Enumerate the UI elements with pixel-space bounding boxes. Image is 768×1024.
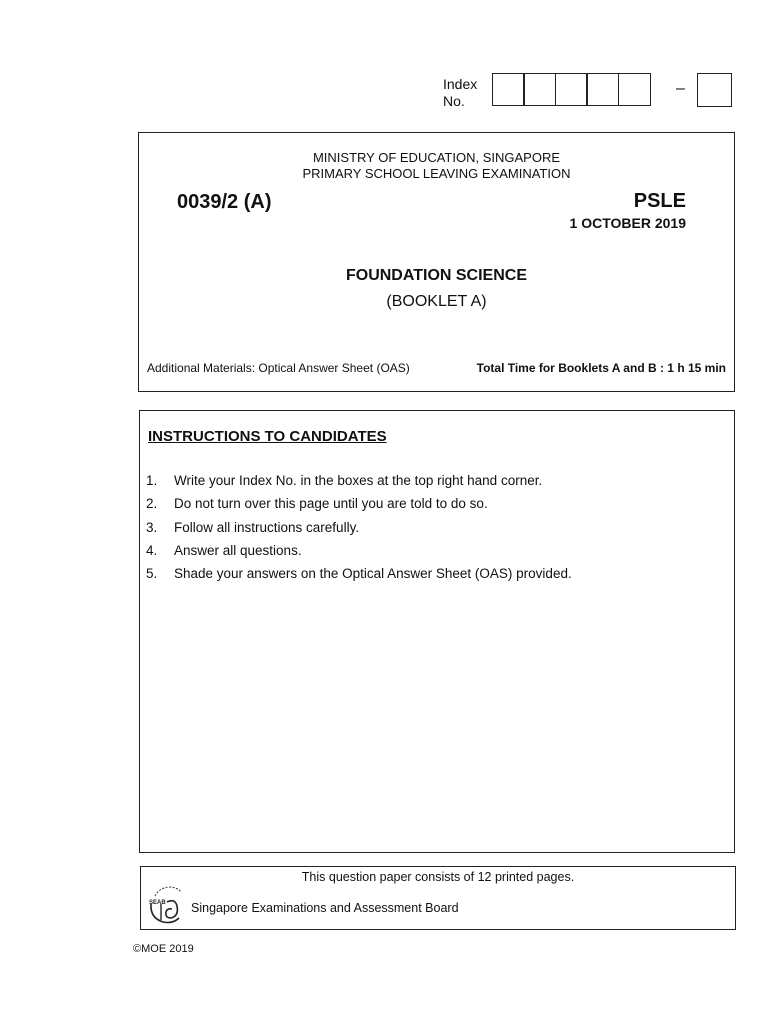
index-number-boxes[interactable] [493,73,651,106]
footer-panel [140,866,736,930]
instruction-number: 5. [146,566,158,582]
index-check-box[interactable] [697,73,732,107]
index-digit-box[interactable] [492,73,525,106]
seab-logo-text: SEAB [149,900,166,906]
index-label-line1: Index [443,76,478,92]
instruction-text: Answer all questions. [174,543,302,559]
board-name: Singapore Examinations and Assessment Board [191,901,459,915]
page-count-note: This question paper consists of 12 printed pages. [301,870,575,884]
instruction-text: Follow all instructions carefully. [174,519,360,535]
instruction-number: 2. [146,496,158,512]
instruction-number: 1. [146,473,158,489]
index-dash: – [676,80,685,97]
header-panel [138,132,735,392]
instruction-number: 4. [146,543,158,559]
index-label-line2: No. [443,93,465,109]
instruction-text: Write your Index No. in the boxes at the top right hand corner. [174,473,543,489]
booklet-label: (BOOKLET A) [386,293,487,310]
instruction-item [146,539,706,562]
index-digit-box[interactable] [523,73,556,106]
copyright: ©MOE 2019 [133,943,194,955]
instruction-text: Do not turn over this page until you are told to do so. [174,496,488,512]
ministry-name: MINISTRY OF EDUCATION, SINGAPORE [312,150,561,165]
instruction-item [146,516,706,539]
paper-code: 0039/2 (A) [177,191,272,213]
instruction-number: 3. [146,519,158,535]
index-digit-box[interactable] [555,73,588,106]
subject-title: FOUNDATION SCIENCE [345,267,528,284]
instructions-list [146,469,706,585]
index-digit-box[interactable] [586,73,619,106]
exam-date: 1 OCTOBER 2019 [569,215,686,231]
seab-logo-icon [147,882,189,926]
additional-materials: Additional Materials: Optical Answer Sheet (OAS) [147,361,410,375]
instruction-item [146,469,706,492]
instruction-text: Shade your answers on the Optical Answer Sheet (OAS) provided. [174,566,572,582]
total-time: Total Time for Booklets A and B : 1 h 15 min [476,361,726,375]
instruction-item [146,562,706,585]
instructions-panel [139,410,735,853]
instructions-heading: INSTRUCTIONS TO CANDIDATES [148,428,387,445]
exam-title: PRIMARY SCHOOL LEAVING EXAMINATION [302,166,571,181]
index-number-label [443,76,477,110]
index-digit-box[interactable] [618,73,651,106]
exam-name: PSLE [633,190,686,212]
instruction-item [146,492,706,515]
